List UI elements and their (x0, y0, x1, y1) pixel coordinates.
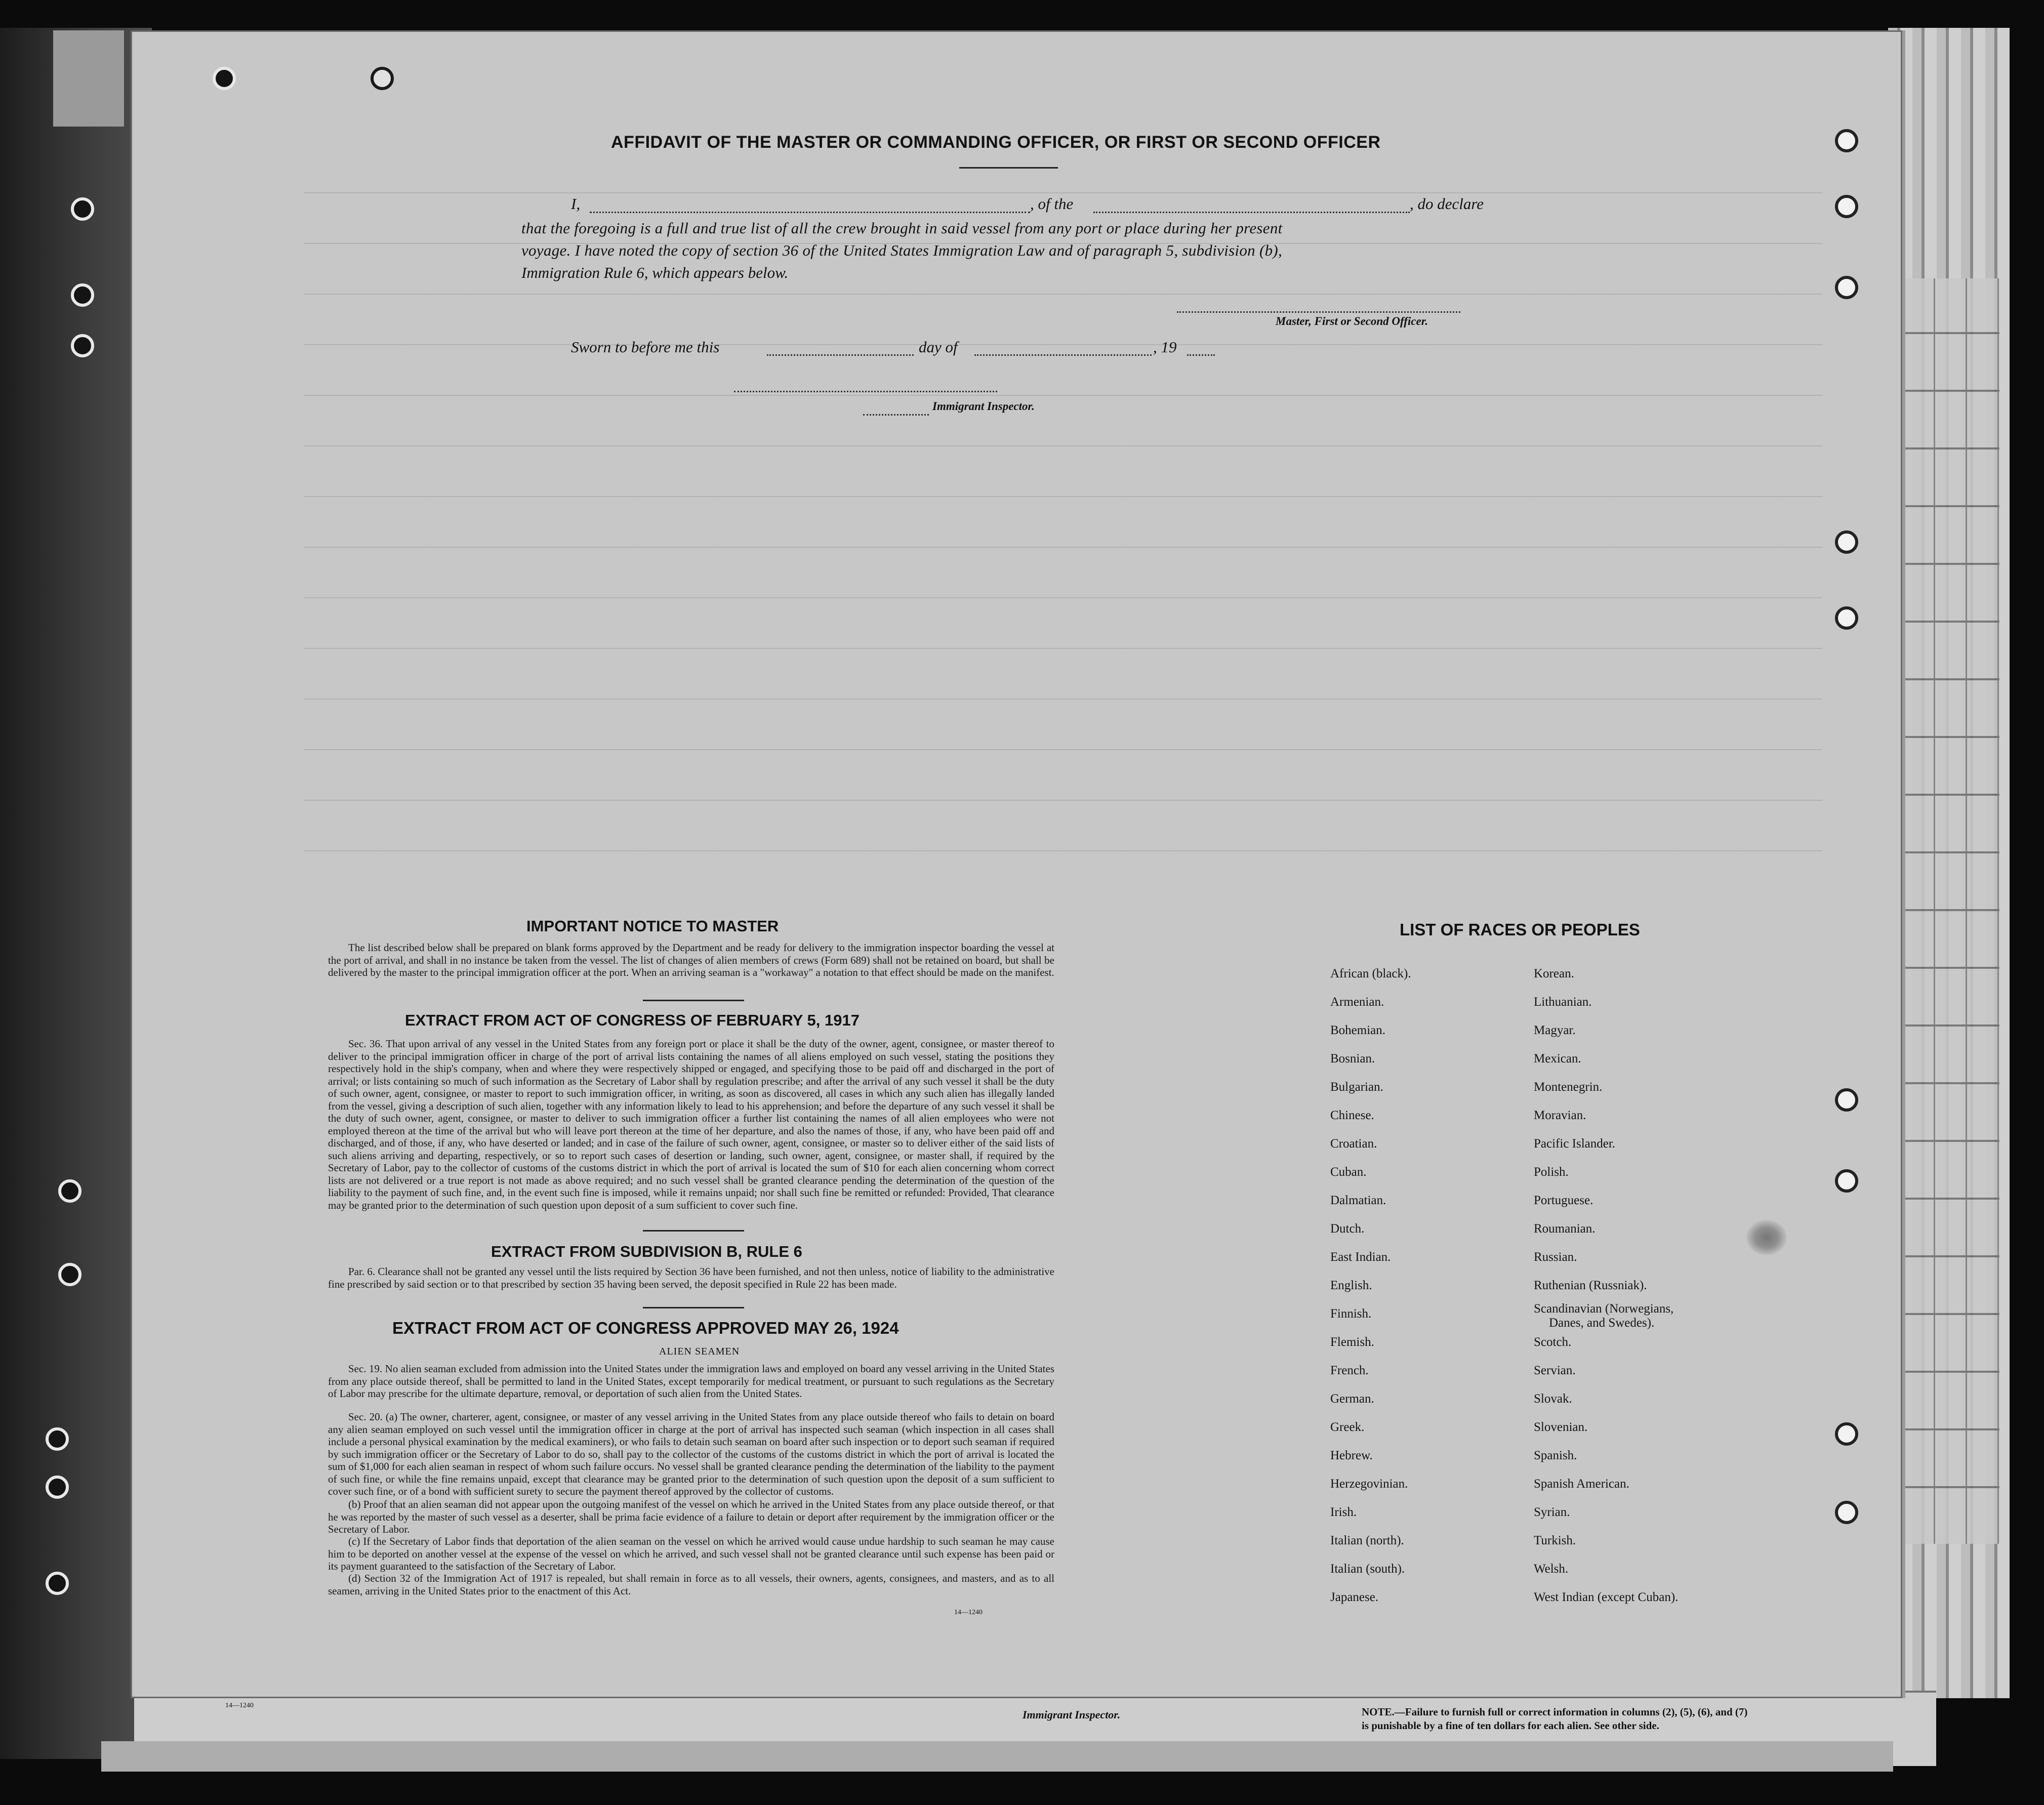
race-item: Cuban. (1330, 1165, 1367, 1179)
race-item: Dutch. (1330, 1222, 1365, 1236)
race-item: Polish. (1534, 1165, 1569, 1179)
race-item: Finnish. (1330, 1307, 1372, 1321)
binder-hole (213, 67, 236, 90)
race-item: Bosnian. (1330, 1052, 1375, 1065)
extract-1924-subtitle: ALIEN SEAMEN (659, 1346, 740, 1357)
binder-hole (71, 334, 94, 357)
race-item: Dalmatian. (1330, 1194, 1386, 1207)
scan-right-grid (1903, 278, 1999, 1544)
extract-1917-text: Sec. 36. That upon arrival of any vessel in the United States from any foreign port or place it shall be the duty of the owner, agent, consignee, or master thereof to deliver to the principal immigration officer in charge of the port of arrival lists containing the names of all aliens employed on such vessel, stating the positions they respectively hold in the ship's company, when and where they were respectively shipped or engaged, and specifying those to be paid off and discharged in the port of arrival; or lists containing so much of such information as the Secretary of Labor shall by regulation prescribe; and after the arrival of any such vessel it shall be the duty of such owner, agent, consignee, or master to report to such immigration officer, in writing, as soon as discovered, all cases in which any such alien has illegally landed from the vessel, giving a description of such alien, together with any information likely to lead to his apprehension; and before the departure of any such vessel it shall be the duty of such owner, agent, consignee, or master to deliver to such immigration officer a further list containing the names of all alien employees who were not employed thereon at the time of the arrival but who will leave port thereon at the time of her departure, and also the names of those, if any, who have been paid off and discharged, and of those, if any, who have deserted or landed; and in case of the failure of such owner, agent, consignee, or master so to deliver either of the said lists of such aliens arriving and departing, respectively, or so to report such cases of desertion or landing, such owner, agent, consignee, or master shall, if required by the Secretary of Labor, pay to the collector of customs of the customs district in which the port of arrival is located the sum of $10 for each alien concerning whom correct lists are not delivered or a true report is not made as above required; and no such vessel shall be granted clearance pending the determination of the question of the liability to the payment of such fine, and, in the event such fine is imposed, while it remains unpaid; nor shall such fine be remitted or refunded: Provided, That clearance may be granted prior to the determination of such question upon deposit of a sum sufficient to cover such fine. (328, 1038, 1054, 1211)
day-of: day of (919, 338, 958, 356)
year-blank[interactable] (1187, 354, 1215, 356)
section-divider (643, 1230, 744, 1232)
extract-1917-title: EXTRACT FROM ACT OF CONGRESS OF FEBRUARY 5, 1917 (405, 1011, 860, 1029)
bottom-form-number: 14—1240 (225, 1702, 254, 1709)
binder-hole (1835, 1422, 1858, 1446)
bottom-note-line1: NOTE.—Failure to furnish full or correct information in columns (2), (5), (6), and (7) (1362, 1706, 1748, 1718)
race-item: Turkish. (1534, 1534, 1576, 1547)
extract-rule6-text: Par. 6. Clearance shall not be granted any vessel until the lists required by Section 36 have been furnished, and not then unless, notice of liability to the administrative fine prescribed by said section or to that prescribed by section 35 having been served, the deposit specified in Rule 22 has been made. (328, 1265, 1054, 1290)
scan-corner-strip (53, 30, 124, 127)
binder-hole (1835, 1088, 1858, 1112)
race-item: Chinese. (1330, 1109, 1374, 1122)
race-item: Syrian. (1534, 1505, 1570, 1519)
race-item: Scotch. (1534, 1335, 1572, 1349)
bottom-inspector-label: Immigrant Inspector. (1023, 1708, 1121, 1721)
race-item: German. (1330, 1392, 1374, 1406)
race-item: Korean. (1534, 967, 1574, 980)
extract-1924-title: EXTRACT FROM ACT OF CONGRESS APPROVED MAY 26, 1924 (392, 1319, 899, 1337)
race-item: East Indian. (1330, 1250, 1391, 1264)
race-item: Moravian. (1534, 1109, 1586, 1122)
binder-hole (58, 1263, 81, 1286)
year-prefix: , 19 (1153, 338, 1177, 356)
sec20a-text: Sec. 20. (a) The owner, charterer, agent, consignee, or master of any vessel arriving in the United States from any place outside thereof who fails to detain on board any alien seaman employed on such vessel until the immigration officer in charge at the port of arrival has inspected such seaman (which inspection in all cases shall include a personal physical examination by the medical examiners), or who fails to detain such seaman on board after such inspection or to deport such seaman if required by such immigration officer or the Secretary of Labor to do so, shall pay to the collector of the customs of the customs district in which the port of arrival is located the sum of $1,000 for each alien seaman in respect of whom such failure occurs. No vessel shall be granted clearance pending the determination of the liability to the payment of such fine, or while the fine remains unpaid, except that clearance may be granted prior to the determination of such question upon the deposit of a sum sufficient to cover such fine, or of a bond with sufficient surety to secure the payment thereof approved by the collector of customs. (328, 1411, 1054, 1497)
race-item: Slovenian. (1534, 1420, 1588, 1434)
binder-hole (1835, 1169, 1858, 1193)
race-item: Magyar. (1534, 1023, 1576, 1037)
race-item: Spanish. (1534, 1449, 1577, 1462)
race-item: Servian. (1534, 1364, 1576, 1377)
race-item: Croatian. (1330, 1137, 1377, 1151)
race-item: Mexican. (1534, 1052, 1581, 1065)
binder-hole (71, 197, 94, 221)
race-item: Scandinavian (Norwegians, (1534, 1302, 1674, 1316)
race-item: Welsh. (1534, 1562, 1569, 1576)
race-item: Russian. (1534, 1250, 1577, 1264)
binder-hole (1835, 195, 1858, 218)
race-item: Pacific Islander. (1534, 1137, 1616, 1151)
race-item: English. (1330, 1279, 1372, 1292)
race-item: Japanese. (1330, 1590, 1379, 1604)
affidavit-declare: , do declare (1410, 195, 1484, 213)
notice-title: IMPORTANT NOTICE TO MASTER (526, 917, 779, 935)
race-item: West Indian (except Cuban). (1534, 1590, 1679, 1604)
notice-text: The list described below shall be prepared on blank forms approved by the Department and be ready for delivery to the immigration inspector boarding the vessel at the port of arrival, and shall in no instance be taken from the vessel. The list of changes of alien members of crews (Form 689) shall not be retained on board, but shall be delivered by the master to the principal immigration officer at the port. When an arriving seaman is a "workaway" a notation to that effect should be made on the manifest. (328, 941, 1054, 978)
race-item: Hebrew. (1330, 1449, 1373, 1462)
binder-hole (1835, 129, 1858, 152)
ink-stain (1746, 1220, 1787, 1255)
affidavit-body-line: voyage. I have noted the copy of section 36 of the United States Immigration Law and of paragraph 5, subdivision (b), (521, 241, 1283, 259)
affidavit-body-line: Immigration Rule 6, which appears below. (521, 264, 789, 281)
sec20c-text: (c) If the Secretary of Labor finds that deportation of the alien seaman on the vessel on which he arrived would cause undue hardship to such seaman he may cause him to be deported on another vessel at the expense of the vessel on which he arrived, and such vessel shall not be granted clearance until such expense has been paid or its payment guaranteed to the satisfaction of the Secretary of Labor. (328, 1535, 1054, 1572)
race-item: Roumanian. (1534, 1222, 1596, 1236)
binder-hole (46, 1475, 69, 1499)
race-item: Flemish. (1330, 1335, 1374, 1349)
signature-blank[interactable] (1177, 311, 1460, 313)
race-item: Ruthenian (Russniak). (1534, 1279, 1647, 1292)
binder-hole (1835, 530, 1858, 554)
binder-hole (46, 1427, 69, 1451)
extract-rule6-title: EXTRACT FROM SUBDIVISION B, RULE 6 (491, 1243, 802, 1260)
binder-hole (46, 1572, 69, 1595)
sworn-text: Sworn to before me this (571, 338, 720, 356)
race-item: Italian (south). (1330, 1562, 1405, 1576)
title-underline (959, 167, 1058, 169)
binder-hole (58, 1179, 81, 1203)
affidavit-body-line: that the foregoing is a full and true list of all the crew brought in said vessel from any port or place during her present (521, 219, 1283, 237)
month-blank[interactable] (974, 354, 1152, 356)
section-divider (643, 1000, 744, 1001)
race-item: Bulgarian. (1330, 1080, 1383, 1094)
race-item: Greek. (1330, 1420, 1365, 1434)
binder-hole (1835, 276, 1858, 299)
race-item: Armenian. (1330, 995, 1384, 1009)
race-item: French. (1330, 1364, 1369, 1377)
races-title: LIST OF RACES OR PEOPLES (1400, 920, 1640, 939)
day-blank[interactable] (767, 354, 914, 356)
sec20d-text: (d) Section 32 of the Immigration Act of 1917 is repealed, but shall remain in force as to all vessels, their owners, agents, consignees, and masters, and as to all seamen, arriving in the United States prior to the enactment of this Act. (328, 1572, 1054, 1597)
race-item: Bohemian. (1330, 1023, 1386, 1037)
bottom-note-line2: is punishable by a fine of ten dollars for each alien. See other side. (1362, 1719, 1659, 1732)
affidavit-title: AFFIDAVIT OF THE MASTER OR COMMANDING OFFICER, OR FIRST OR SECOND OFFICER (611, 133, 1381, 152)
race-item: Irish. (1330, 1505, 1357, 1519)
sec19-text: Sec. 19. No alien seaman excluded from admission into the United States under the immigration laws and employed on board any vessel arriving in the United States from any place outside thereof, shall be permitted to land in the United States, except temporarily for medical treatment, or pursuant to such regulations as the Secretary of Labor may prescribe for the ultimate departure, removal, or deportation of such alien from the United States. (328, 1363, 1054, 1400)
affidavit-of-the: , of the (1030, 195, 1074, 213)
sec20b-text: (b) Proof that an alien seaman did not appear upon the outgoing manifest of the vessel on which he arrived in the United States from any place outside thereof, or that he was reported by the master of such vessel as a deserter, shall be prima facie evidence of a failure to detain or deport after requirement by the immigration officer or the Secretary of Labor. (328, 1498, 1054, 1535)
signature-label: Master, First or Second Officer. (1276, 315, 1428, 327)
vessel-blank[interactable] (1093, 212, 1410, 213)
race-item: Portuguese. (1534, 1194, 1593, 1207)
affidavit-i: I, (571, 195, 581, 213)
race-item: Danes, and Swedes). (1549, 1316, 1655, 1330)
race-item: African (black). (1330, 967, 1411, 980)
section-divider (643, 1307, 744, 1308)
form-number: 14—1240 (954, 1609, 983, 1616)
race-item: Montenegrin. (1534, 1080, 1603, 1094)
race-item: Slovak. (1534, 1392, 1572, 1406)
race-item: Spanish American. (1534, 1477, 1629, 1491)
inspector-signature-blank[interactable] (734, 391, 997, 392)
bottom-sheet-under (101, 1741, 1893, 1772)
race-item: Lithuanian. (1534, 995, 1592, 1009)
name-blank[interactable] (590, 212, 1030, 213)
race-item: Herzegovinian. (1330, 1477, 1408, 1491)
binder-hole (1835, 1501, 1858, 1524)
inspector-leader (863, 414, 929, 416)
race-item: Italian (north). (1330, 1534, 1404, 1547)
binder-hole (71, 283, 94, 307)
binder-hole (371, 67, 394, 90)
binder-hole (1835, 606, 1858, 630)
inspector-label: Immigrant Inspector. (932, 400, 1035, 413)
